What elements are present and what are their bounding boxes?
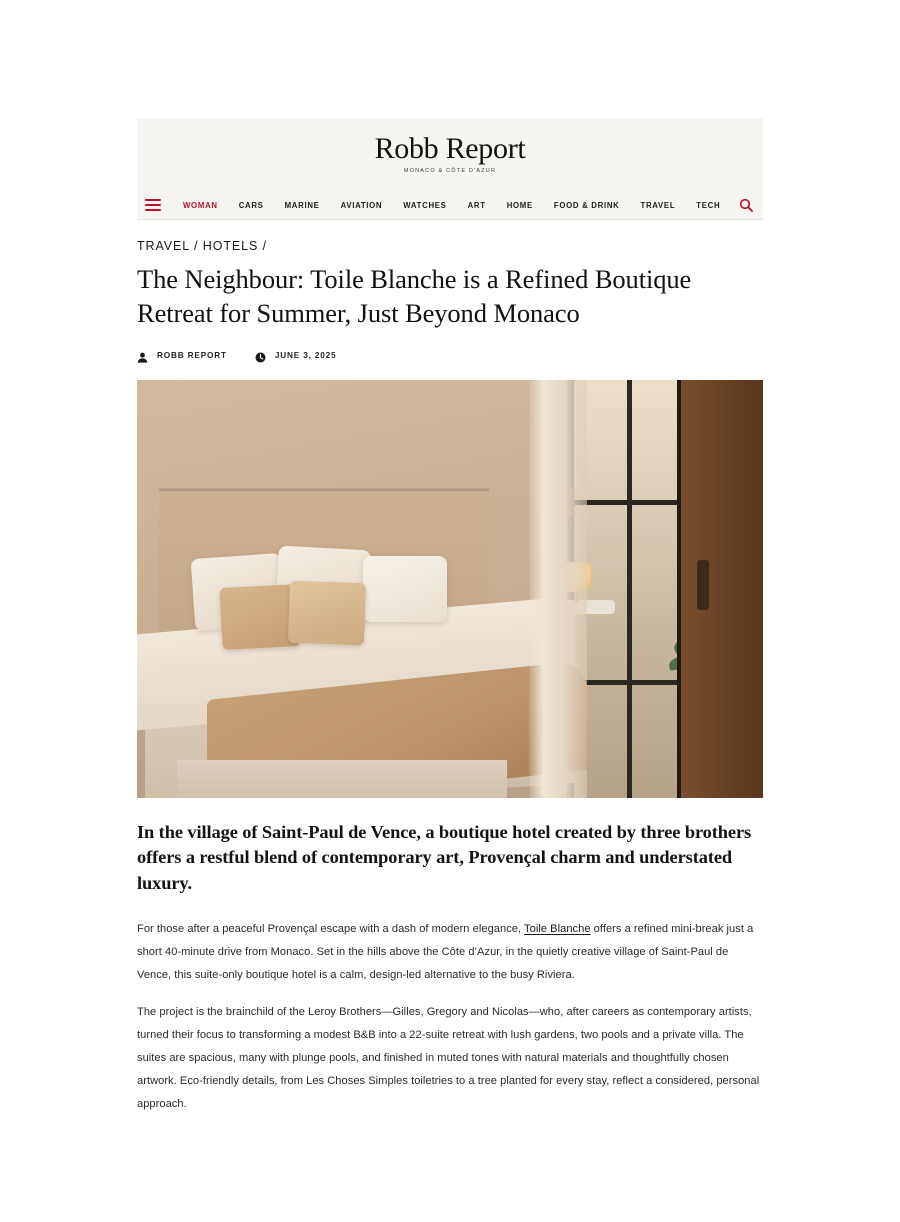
nav-item-tech[interactable]: TECH <box>696 200 721 210</box>
author-icon <box>137 350 148 361</box>
breadcrumb-link-travel[interactable]: TRAVEL <box>137 239 190 253</box>
hamburger-icon[interactable] <box>145 199 161 211</box>
hero-cushion <box>288 581 366 646</box>
breadcrumb-separator: / <box>194 239 199 253</box>
publish-date: JUNE 3, 2025 <box>274 351 337 361</box>
hero-bed-skirt <box>177 760 507 798</box>
hamburger-bar <box>145 209 161 211</box>
hero-curtain <box>529 380 587 798</box>
nav-item-food-and-drink[interactable]: FOOD & DRINK <box>553 200 620 210</box>
nav-item-marine[interactable]: MARINE <box>284 200 320 210</box>
toile-blanche-link[interactable]: Toile Blanche <box>524 922 591 935</box>
hero-door-handle <box>697 560 709 610</box>
byline <box>137 349 763 363</box>
nav-item-woman[interactable]: WOMAN <box>183 200 218 210</box>
site-logo-subtitle: MONACO & CÔTE D'AZUR <box>403 168 497 174</box>
nav-item-watches[interactable]: WATCHES <box>403 200 447 210</box>
hero-image <box>137 380 763 798</box>
paragraph-2: The project is the brainchild of the Leroy Brothers—Gilles, Gregory and Nicolas—who, after careers as contemporary artists, turned their focus to transforming a modest B&B into a 22-suite retreat with lush gardens, two pools and a private villa. The suites are spacious, many with plunge pools, and finished in muted tones with natural materials and thoughtfully chosen artwork. Eco-friendly details, from Les Choses Simples toiletries to a tree planted for every stay, reflect a considered, personal approach. <box>137 1005 760 1110</box>
author-name: ROBB REPORT <box>157 351 227 361</box>
breadcrumb <box>137 239 763 253</box>
hero-headboard-edge <box>159 488 489 491</box>
nav-item-art[interactable]: ART <box>467 200 486 210</box>
main-navigation <box>137 190 763 220</box>
nav-item-list <box>183 201 739 210</box>
hero-door <box>681 380 763 798</box>
page-title: The Neighbour: Toile Blanche is a Refined Boutique Retreat for Summer, Just Beyond Monaco <box>137 264 692 328</box>
paragraph-1 <box>137 918 763 987</box>
paragraph-1-text-before-link: For those after a peaceful Provençal escape with a dash of modern elegance, <box>137 922 525 935</box>
hero-window-mullion <box>627 380 632 798</box>
nav-item-travel[interactable]: TRAVEL <box>640 200 676 210</box>
nav-item-aviation[interactable]: AVIATION <box>340 200 383 210</box>
article-body <box>137 918 763 1116</box>
article-container <box>137 118 763 1130</box>
paragraph-1-text-after-link: offers a refined mini-break just a short 40-minute drive from Monaco. Set in the hills above the Côte d’Azur, in the quietly creative village of Saint-Paul de Vence, this suite-only boutique hotel is a calm, design-led alternative to the busy Riviera. <box>137 922 754 981</box>
nav-item-cars[interactable]: CARS <box>238 200 264 210</box>
hamburger-bar <box>145 199 161 201</box>
site-logo[interactable]: Robb Report <box>374 132 526 165</box>
clock-icon <box>255 350 266 361</box>
brand-lockup[interactable] <box>137 134 763 174</box>
site-masthead <box>137 118 763 220</box>
breadcrumb-separator: / <box>262 239 267 253</box>
search-icon[interactable] <box>739 198 753 212</box>
nav-item-home[interactable]: HOME <box>506 200 533 210</box>
breadcrumb-link-hotels[interactable]: HOTELS <box>202 239 259 253</box>
hamburger-bar <box>145 204 161 206</box>
hero-pillow <box>363 556 447 622</box>
article-deck: In the village of Saint-Paul de Vence, a boutique hotel created by three brothers offers a restful blend of contemporary art, Provençal charm and understated luxury. <box>137 821 752 893</box>
